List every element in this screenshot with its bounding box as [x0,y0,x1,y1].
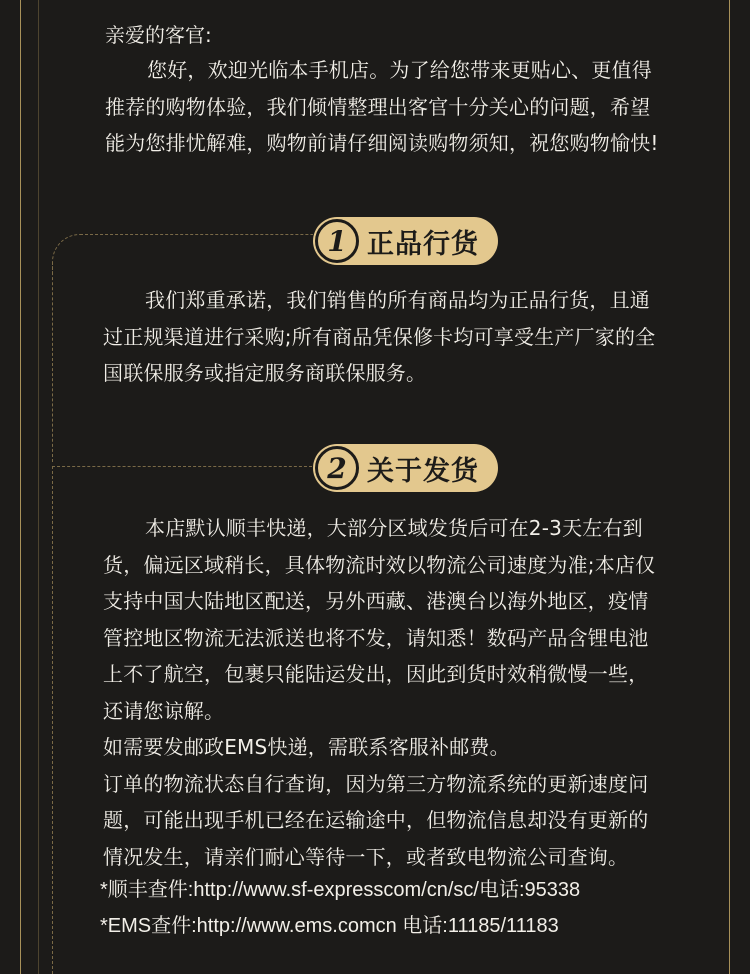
section-title: 正品行货 [367,228,479,260]
section-1-paragraph [103,282,713,392]
section-heading-1 [313,217,498,265]
section-line: 订单的物流状态自行查询，因为第三方物流系统的更新速度问 [103,771,649,796]
section-line: 如需要发邮政EMS快递，需联系客服补邮费。 [103,735,510,759]
section-divider-2 [52,466,312,507]
section-number-badge: 1 [315,219,359,263]
frame-border-inner [38,0,39,974]
section-line: 上不了航空，包裹只能陆运发出，因此到货时效稍微慢一些， [103,662,649,686]
ems-tracking-link[interactable]: *EMS查件:http://www.ems.comcn 电话:11185/11183 [100,915,559,937]
section-divider-side-2 [52,466,54,974]
intro-paragraph [105,52,715,162]
section-divider-1 [52,234,313,275]
section-line: 还请您谅解。 [103,698,225,723]
section-number-badge: 2 [315,446,359,490]
section-line: 管控地区物流无法派送也将不发，请知悉！数码产品含锂电池 [103,625,649,650]
intro-line: 能为您排忧解难，购物前请仔细阅读购物须知，祝您购物愉快! [105,131,659,155]
frame-border-left [20,0,21,974]
section-line: 我们郑重承诺，我们销售的所有商品均为正品行货，且通 [145,288,650,312]
tracking-links [100,872,580,944]
intro-line: 推荐的购物体验，我们倾情整理出客官十分关心的问题，希望 [105,94,651,119]
section-2-paragraph [103,510,713,875]
section-title: 关于发货 [367,455,479,487]
section-line: 国联保服务或指定服务商联保服务。 [103,361,427,385]
intro-line: 您好，欢迎光临本手机店。为了给您带来更贴心、更值得 [147,58,652,82]
frame-border-right [729,0,730,974]
section-line: 题，可能出现手机已经在运输途中，但物流信息却没有更新的 [103,808,649,832]
section-line: 过正规渠道进行采购;所有商品凭保修卡均可享受生产厂家的全 [103,324,656,349]
section-line: 本店默认顺丰快递，大部分区域发货后可在2-3天左右到 [145,516,643,540]
section-line: 货，偏远区域稍长，具体物流时效以物流公司速度为准;本店仅 [103,552,656,577]
sf-tracking-link[interactable]: *顺丰查件:http://www.sf-expresscom/cn/sc/电话:95338 [100,879,581,901]
section-divider-side-1 [52,262,54,462]
section-line: 支持中国大陆地区配送，另外西藏、港澳台以海外地区，疫情 [103,589,649,613]
section-line: 情况发生，请亲们耐心等待一下，或者致电物流公司查询。 [103,844,629,869]
greeting: 亲爱的客官: [105,23,212,47]
section-heading-2 [313,444,498,492]
